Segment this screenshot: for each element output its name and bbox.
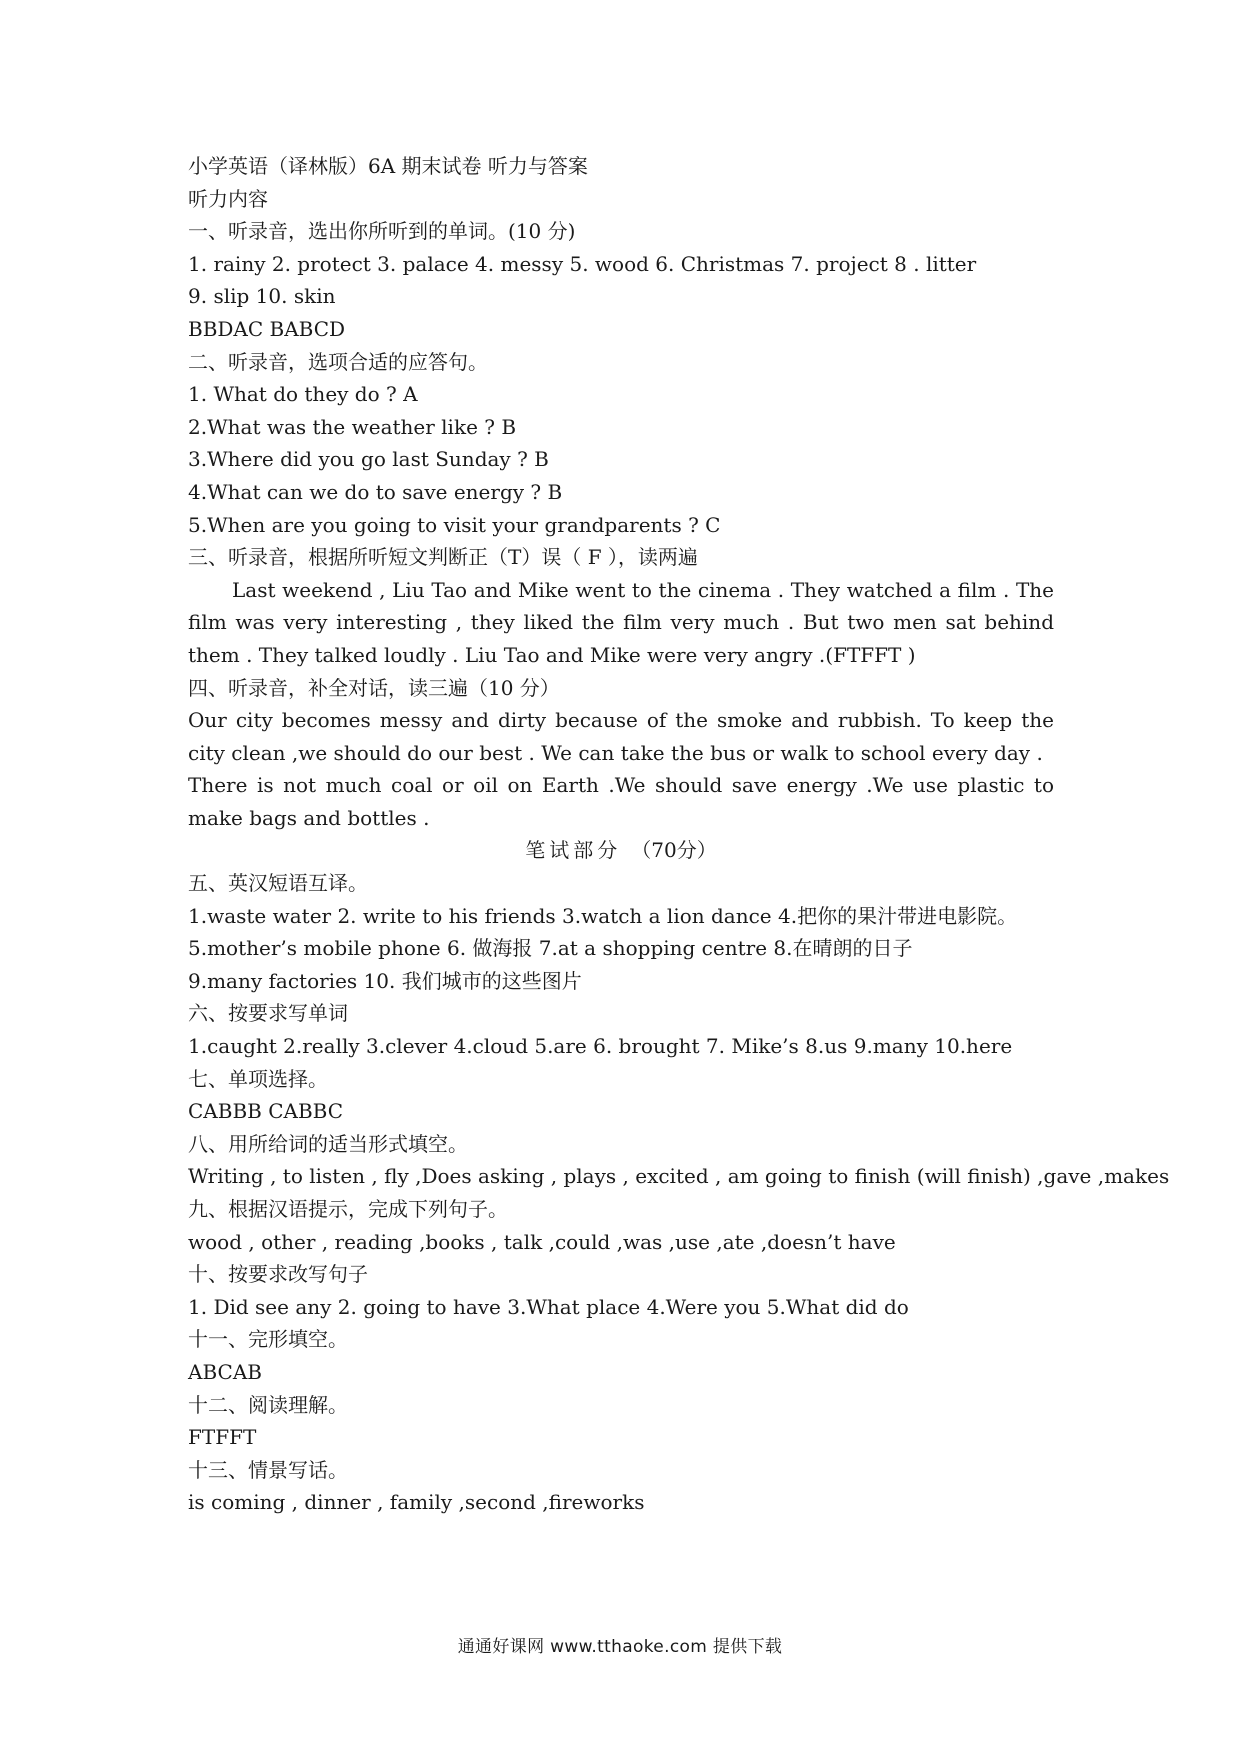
section-1-words-line-1: 1. rainy 2. protect 3. palace 4. messy 5. wood 6. Christmas 7. project 8 . litter [188, 251, 977, 276]
section-6-heading: 六、按要求写单词 [188, 1001, 348, 1026]
section-5-heading: 五、英汉短语互译。 [188, 871, 368, 896]
written-part-heading [188, 834, 1054, 867]
answer-sheet [188, 150, 1170, 1519]
section-8-answers: Writing , to listen , fly ,Does asking , plays , excited , am going to finish (will finish) ,gave ,makes [188, 1164, 1170, 1189]
section-7-heading: 七、单项选择。 [188, 1066, 328, 1091]
section-2-item: 5.When are you going to visit your grandparents ? C [188, 512, 721, 537]
page-footer: 通通好课网 www.tthaoke.com 提供下载 [457, 1637, 783, 1657]
section-2-heading: 二、听录音，选项合适的应答句。 [188, 349, 488, 374]
section-2-item: 3.Where did you go last Sunday ? B [188, 447, 549, 472]
section-5-line: 1.waste water 2. write to his friends 3.watch a lion dance 4.把你的果汁带进电影院。 [188, 903, 1018, 928]
listening-header: 听力内容 [188, 186, 268, 211]
section-3-heading: 三、听录音，根据所听短文判断正（T）误（ F ），读两遍 [188, 545, 698, 570]
section-2-item: 4.What can we do to save energy ? B [188, 479, 563, 504]
section-1-answers: BBDAC BABCD [188, 316, 346, 341]
section-8-heading: 八、用所给词的适当形式填空。 [188, 1131, 468, 1156]
section-13-answers: is coming , dinner , family ,second ,fireworks [188, 1490, 645, 1515]
section-5-line: 9.many factories 10. 我们城市的这些图片 [188, 968, 582, 993]
section-5-line: 5.mother’s mobile phone 6. 做海报 7.at a shopping centre 8.在晴朗的日子 [188, 936, 913, 961]
section-10-heading: 十、按要求改写句子 [188, 1262, 368, 1287]
section-11-answers: ABCAB [188, 1359, 262, 1384]
section-2-item: 1. What do they do ? A [188, 382, 418, 407]
section-1-heading: 一、听录音，选出你所听到的单词。(10 分) [188, 219, 576, 244]
section-13-heading: 十三、情景写话。 [188, 1457, 348, 1482]
section-4-heading: 四、听录音，补全对话，读三遍（10 分） [188, 675, 560, 700]
section-9-heading: 九、根据汉语提示，完成下列句子。 [188, 1197, 508, 1221]
section-9-answers: wood , other , reading ,books , talk ,could ,was ,use ,ate ,doesn’t have [188, 1229, 896, 1254]
written-part-score: （70分） [631, 838, 717, 863]
written-part-title: 笔试部分 [525, 838, 622, 863]
section-10-answers: 1. Did see any 2. going to have 3.What place 4.Were you 5.What did do [188, 1294, 909, 1319]
document-title: 小学英语（译林版）6A 期末试卷 听力与答案 [188, 154, 588, 178]
section-4-paragraph-2: There is not much coal or oil on Earth .We should save energy .We use plastic to make bags and bottles . [188, 773, 1054, 830]
section-1-words-line-2: 9. slip 10. skin [188, 284, 336, 309]
section-7-answers: CABBB CABBC [188, 1099, 344, 1124]
section-2-item: 2.What was the weather like ? B [188, 414, 517, 439]
section-4-paragraph-1: Our city becomes messy and dirty because of the smoke and rubbish. To keep the city clean ,we should do our best . We can take the bus or walk to school every day . [188, 708, 1054, 765]
section-12-heading: 十二、阅读理解。 [188, 1392, 348, 1417]
section-12-answers: FTFFT [188, 1425, 257, 1450]
section-3-passage: Last weekend , Liu Tao and Mike went to the cinema . They watched a film . The film was very interesting , they liked the film very much . But two men sat behind them . They talked loudly . Liu Tao and Mike were very angry .(FTFFT ) [188, 577, 1054, 667]
section-11-heading: 十一、完形填空。 [188, 1327, 348, 1352]
section-6-answers: 1.caught 2.really 3.clever 4.cloud 5.are 6. brought 7. Mike’s 8.us 9.many 10.here [188, 1034, 1013, 1059]
